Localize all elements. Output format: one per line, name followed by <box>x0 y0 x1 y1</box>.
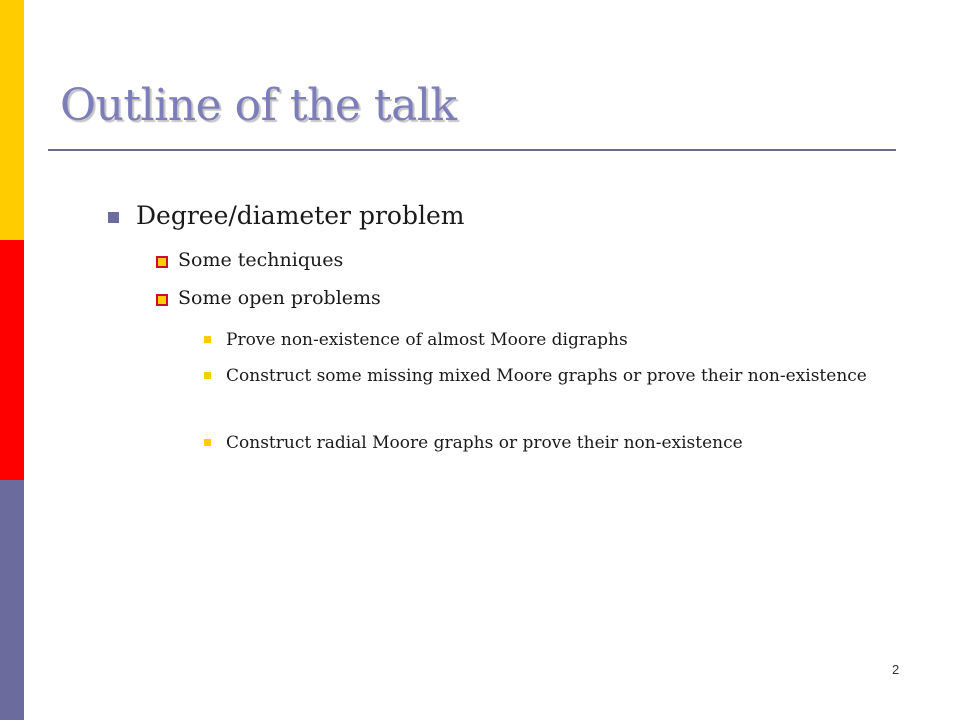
box-bullet-icon <box>156 294 168 306</box>
square-bullet-icon <box>108 212 119 223</box>
bullet-item: Construct some missing mixed Moore graphs or prove their non-existence <box>226 366 867 386</box>
page-number: 2 <box>892 662 900 677</box>
small-square-bullet-icon <box>204 372 211 379</box>
slide-title: Outline of the talk <box>60 80 457 131</box>
bullet-item: Prove non-existence of almost Moore digraphs <box>226 330 628 350</box>
bullet-item: Degree/diameter problem <box>136 201 465 230</box>
bullet-item: Some open problems <box>178 287 381 309</box>
bullet-item: Some techniques <box>178 249 344 271</box>
small-square-bullet-icon <box>204 439 211 446</box>
bullet-item: Construct radial Moore graphs or prove their non-existence <box>226 433 743 453</box>
box-bullet-icon <box>156 256 168 268</box>
small-square-bullet-icon <box>204 336 211 343</box>
